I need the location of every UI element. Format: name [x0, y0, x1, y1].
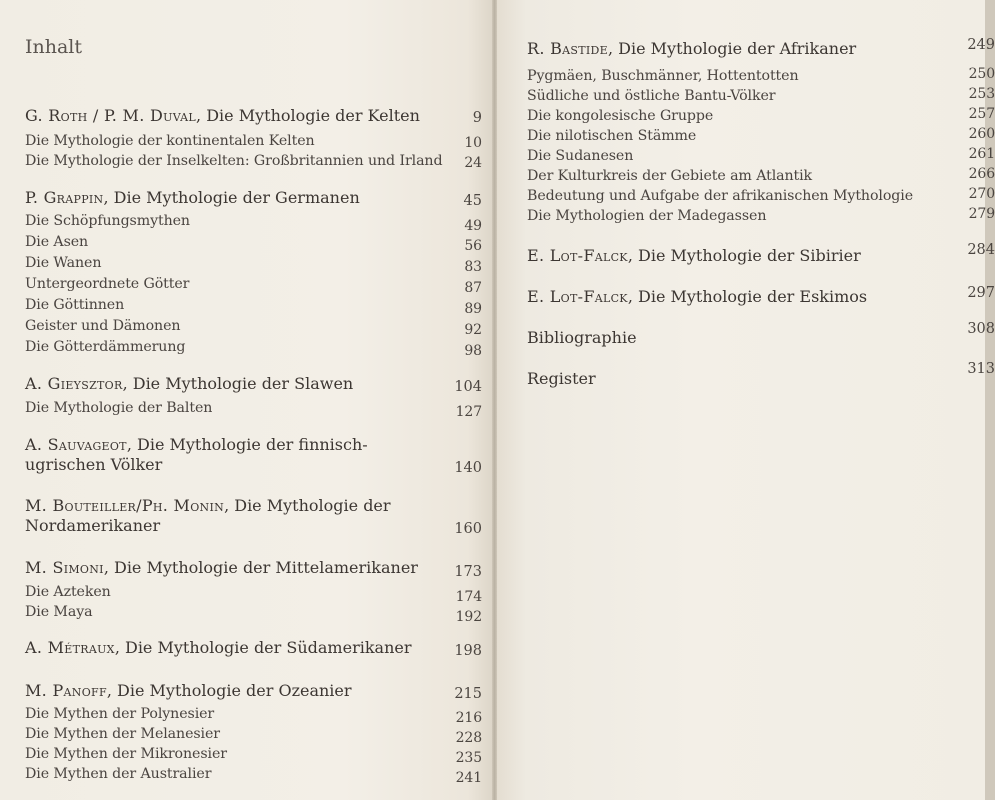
entry-page-number: 257 — [968, 106, 995, 122]
entry-page-number: 266 — [968, 166, 995, 182]
entry-title: Die kongolesische Gruppe — [527, 108, 714, 124]
entry-title: Die nilotischen Stämme — [527, 128, 697, 144]
entry-page-number: 89 — [464, 301, 482, 317]
entry-title: Die Mythen der Polynesier — [25, 706, 215, 722]
entry-title: Untergeordnete Götter — [25, 276, 190, 292]
entry-author: A. Sauvageot — [25, 435, 127, 454]
entry-author: P. Grappin — [25, 188, 104, 207]
entry-author: M. Bouteiller/Ph. Monin — [25, 496, 225, 515]
entry-page-number: 104 — [454, 379, 482, 395]
entry-title: Die Mythologie der Afrikaner — [618, 39, 857, 58]
entry-title: Die Götterdämmerung — [25, 339, 186, 355]
entry-title: Geister und Dämonen — [25, 318, 181, 334]
entry-title: Pygmäen, Buschmänner, Hottentotten — [527, 68, 799, 84]
entry-page-number: 98 — [464, 343, 482, 359]
entry-title: Die Mythologie der Südamerikaner — [124, 638, 412, 657]
entry-title-continued: Nordamerikaner — [25, 516, 161, 535]
entry-title: Die Mythen der Melanesier — [25, 726, 220, 742]
entry-page-number: 260 — [968, 126, 995, 142]
entry-title: Die Mythologie der Eskimos — [638, 287, 868, 306]
entry-title: Die Schöpfungsmythen — [25, 213, 190, 229]
right-page — [497, 0, 995, 800]
entry-page-number: 49 — [464, 218, 482, 234]
entry-title: Die Mythologie der Slawen — [132, 374, 354, 393]
entry-title: Die Mythologie der Balten — [25, 400, 213, 416]
entry-title: Die Maya — [25, 604, 93, 620]
entry-title: Die Asen — [25, 234, 89, 250]
entry-author: A. Métraux — [25, 638, 115, 657]
entry-page-number: 215 — [454, 686, 482, 702]
entry-page-number: 253 — [968, 86, 995, 102]
entry-page-number: 83 — [464, 259, 482, 275]
entry-title: Südliche und östliche Bantu-Völker — [527, 88, 776, 104]
entry-page-number: 9 — [472, 110, 482, 126]
entry-page-number: 313 — [967, 361, 995, 377]
entry-page-number: 279 — [968, 206, 995, 222]
entry-page-number: 228 — [455, 730, 482, 746]
entry-title: Die Azteken — [25, 584, 111, 600]
entry-page-number: 160 — [454, 521, 482, 537]
entry-page-number: 297 — [967, 285, 995, 301]
entry-author: E. Lot-Falck — [527, 287, 628, 306]
entry-page-number: 270 — [968, 186, 995, 202]
entry-page-number: 241 — [455, 770, 482, 786]
entry-page-number: 127 — [455, 404, 482, 420]
entry-title: Die Mythologie der kontinentalen Kelten — [25, 133, 315, 149]
entry-title: Die Mythologie der Ozeanier — [117, 681, 352, 700]
entry-title: Die Mythologie der Kelten — [206, 106, 420, 125]
entry-author: G. Roth / P. M. Duval — [25, 106, 197, 125]
toc-heading: Inhalt — [25, 36, 83, 58]
entry-page-number: 249 — [967, 37, 995, 53]
entry-title: Die Mythologien der Madegassen — [527, 208, 767, 224]
entry-title: Die Mythologie der Germanen — [113, 188, 360, 207]
entry-page-number: 174 — [455, 589, 482, 605]
entry-page-number: 261 — [968, 146, 995, 162]
entry-page-number: 284 — [967, 242, 995, 258]
entry-page-number: 56 — [464, 238, 482, 254]
entry-page-number: 192 — [455, 609, 482, 625]
entry-page-number: 24 — [464, 155, 482, 171]
entry-title: Die Mythologie der finnisch- — [137, 435, 368, 454]
entry-author: E. Lot-Falck — [527, 246, 628, 265]
entry-author: R. Bastide — [527, 39, 608, 58]
entry-page-number: 216 — [455, 710, 482, 726]
entry-title: Die Wanen — [25, 255, 102, 271]
entry-page-number: 140 — [454, 460, 482, 476]
entry-page-number: 173 — [454, 564, 482, 580]
entry-title: Bedeutung und Aufgabe der afrikanischen Mythologie — [527, 188, 913, 204]
entry-title: Bibliographie — [527, 328, 637, 347]
entry-title: Die Mythen der Mikronesier — [25, 746, 227, 762]
entry-title: Die Sudanesen — [527, 148, 634, 164]
entry-title: Die Mythologie der — [234, 496, 391, 515]
entry-title: Die Mythologie der Sibirier — [638, 246, 861, 265]
entry-page-number: 308 — [967, 321, 995, 337]
entry-title: Die Mythologie der Inselkelten: Großbritannien und Irland — [25, 153, 443, 169]
entry-author: M. Panoff — [25, 681, 107, 700]
entry-title-continued: ugrischen Völker — [25, 455, 163, 474]
entry-title: Die Göttinnen — [25, 297, 125, 313]
entry-page-number: 235 — [455, 750, 482, 766]
entry-page-number: 198 — [454, 643, 482, 659]
entry-page-number: 87 — [464, 280, 482, 296]
entry-page-number: 45 — [463, 193, 482, 209]
entry-page-number: 250 — [968, 66, 995, 82]
entry-author: M. Simoni — [25, 558, 104, 577]
left-page — [0, 0, 492, 800]
entry-title: Der Kulturkreis der Gebiete am Atlantik — [527, 168, 813, 184]
entry-page-number: 10 — [464, 135, 482, 151]
entry-page-number: 92 — [464, 322, 482, 338]
entry-author: A. Gieysztor — [25, 374, 123, 393]
entry-title: Die Mythen der Australier — [25, 766, 212, 782]
entry-title: Die Mythologie der Mittelamerikaner — [113, 558, 418, 577]
entry-title: Register — [527, 369, 596, 388]
